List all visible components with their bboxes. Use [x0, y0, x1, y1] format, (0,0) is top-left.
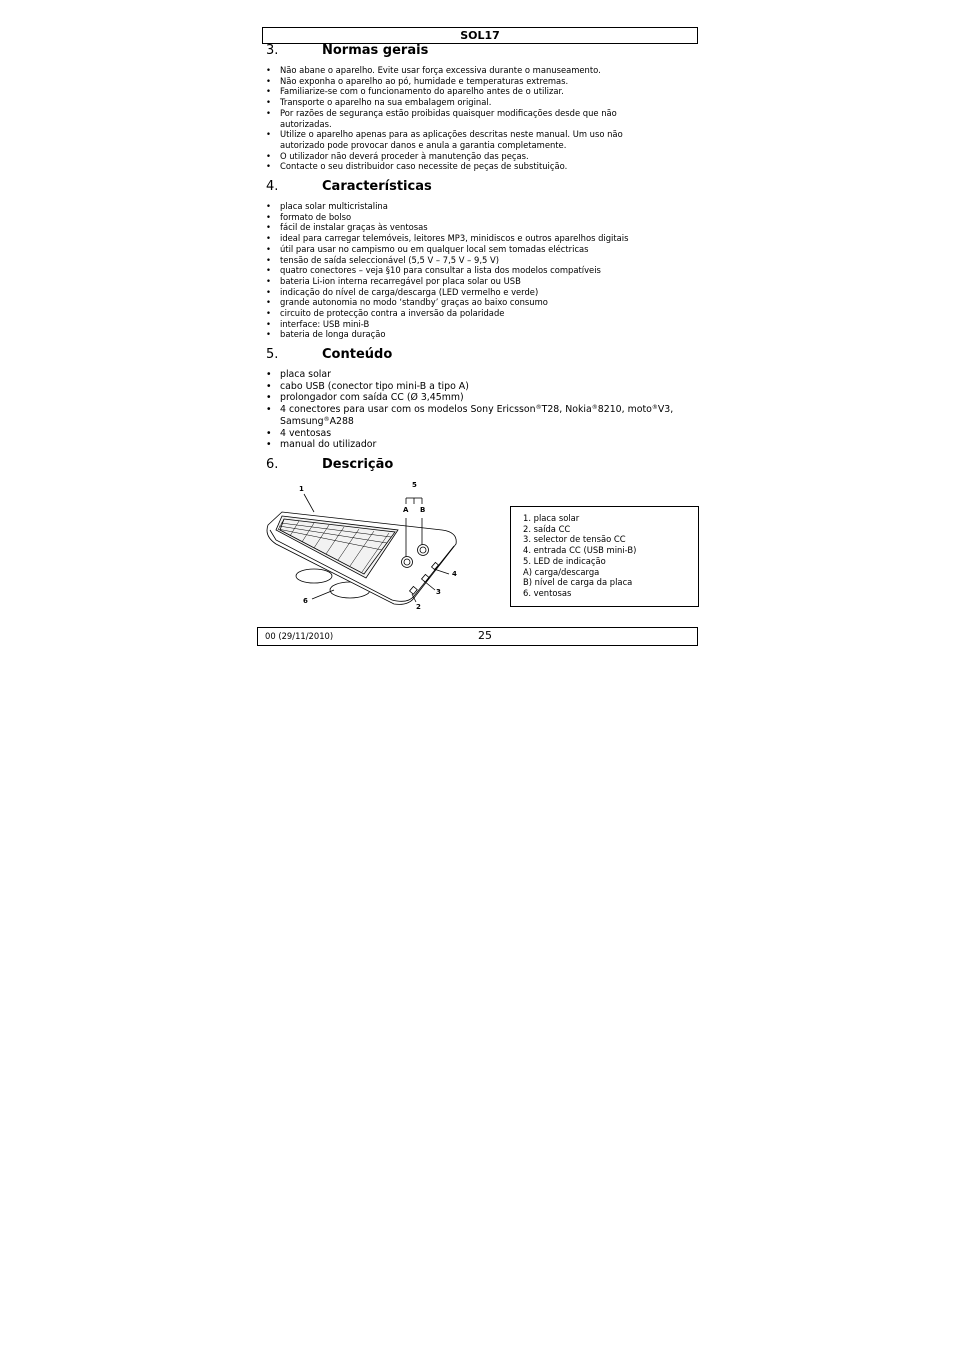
- list-item: • Familiarize-se com o funcionamento do aparelho antes de o utilizar.: [266, 86, 686, 97]
- callout-5: 5: [412, 481, 417, 489]
- figure-legend: [510, 506, 699, 607]
- section-title: Normas gerais: [322, 43, 429, 58]
- legend-item: 6. ventosas: [523, 587, 572, 598]
- callout-6: 6: [303, 597, 308, 605]
- list-item: • tensão de saída seleccionável (5,5 V – 7,5 V – 9,5 V): [266, 255, 686, 266]
- list-item: • placa solar multicristalina: [266, 201, 686, 212]
- legend-item: 1. placa solar: [523, 513, 580, 523]
- section-3-list: [266, 65, 686, 172]
- suction-cup-left: [296, 569, 332, 583]
- callout-a: A: [403, 506, 409, 514]
- led-b: [418, 545, 429, 556]
- legend-item: 3. selector de tensão CC: [523, 534, 626, 545]
- list-item: • indicação do nível de carga/descarga (LED vermelho e verde): [266, 287, 686, 298]
- solar-charger-illustration: [262, 478, 462, 614]
- section-4-list: [266, 201, 686, 340]
- section-5-list: [266, 369, 686, 451]
- list-item: • interface: USB mini-B: [266, 319, 686, 330]
- legend-item: 2. saída CC: [523, 523, 571, 534]
- revision-date: 00 (29/11/2010): [265, 631, 334, 641]
- legend-item: A) carga/descarga: [523, 566, 600, 577]
- list-item: • prolongador com saída CC (Ø 3,45mm): [266, 392, 686, 404]
- legend-item: 4. entrada CC (USB mini-B): [523, 545, 637, 556]
- callout-4: 4: [452, 570, 457, 578]
- list-item: • útil para usar no campismo ou em qualquer local sem tomadas eléctricas: [266, 244, 686, 255]
- list-item: • bateria de longa duração: [266, 329, 686, 340]
- section-title: Descrição: [322, 457, 394, 472]
- list-item: • Transporte o aparelho na sua embalagem original.: [266, 97, 686, 108]
- list-item: • 4 ventosas: [266, 428, 686, 440]
- callout-1: 1: [299, 485, 304, 493]
- list-item: • cabo USB (conector tipo mini-B a tipo A): [266, 381, 686, 393]
- list-item: • manual do utilizador: [266, 439, 686, 451]
- list-item: • Utilize o aparelho apenas para as aplicações descritas neste manual. Um uso não autorizado pode provocar danos e anula a garantia completamente.: [266, 129, 686, 150]
- page-number: 25: [478, 629, 492, 642]
- list-item: • grande autonomia no modo ‘standby’ graças ao baixo consumo: [266, 297, 686, 308]
- document-footer: [257, 627, 698, 646]
- list-item: • Por razões de segurança estão proibidas quaisquer modificações desde que não autorizadas.: [266, 108, 686, 129]
- legend-item: B) nível de carga da placa: [523, 577, 633, 588]
- list-item: • fácil de instalar graças às ventosas: [266, 222, 686, 233]
- list-item: • placa solar: [266, 369, 686, 381]
- list-item: • bateria Li-ion interna recarregável por placa solar ou USB: [266, 276, 686, 287]
- model-name: SOL17: [460, 29, 500, 42]
- list-item: • O utilizador não deverá proceder à manutenção das peças.: [266, 151, 686, 162]
- section-title: Características: [322, 179, 432, 194]
- section-title: Conteúdo: [322, 347, 393, 362]
- list-item: • Não exponha o aparelho ao pó, humidade e temperaturas extremas.: [266, 76, 686, 87]
- list-item-connectors: • 4 conectores para usar com os modelos Sony Ericsson®T28, Nokia®8210, moto®V3, Samsung®A288: [266, 404, 686, 427]
- section-number: 3.: [266, 43, 279, 58]
- list-item: • quatro conectores – veja §10 para consultar a lista dos modelos compatíveis: [266, 265, 686, 276]
- list-item: • circuito de protecção contra a inversão da polaridade: [266, 308, 686, 319]
- section-number: 4.: [266, 179, 279, 194]
- list-item: • formato de bolso: [266, 212, 686, 223]
- callout-2: 2: [416, 603, 421, 611]
- callout-3: 3: [436, 588, 441, 596]
- list-item: • ideal para carregar telemóveis, leitores MP3, minidiscos e outros aparelhos digitais: [266, 233, 686, 244]
- list-item: • Contacte o seu distribuidor caso necessite de peças de substituição.: [266, 161, 686, 172]
- led-a: [402, 557, 413, 568]
- list-item: • Não abane o aparelho. Evite usar força excessiva durante o manuseamento.: [266, 65, 686, 76]
- section-number: 5.: [266, 347, 279, 362]
- callout-b: B: [420, 506, 426, 514]
- section-number: 6.: [266, 457, 279, 472]
- legend-item: 5. LED de indicação: [523, 555, 606, 566]
